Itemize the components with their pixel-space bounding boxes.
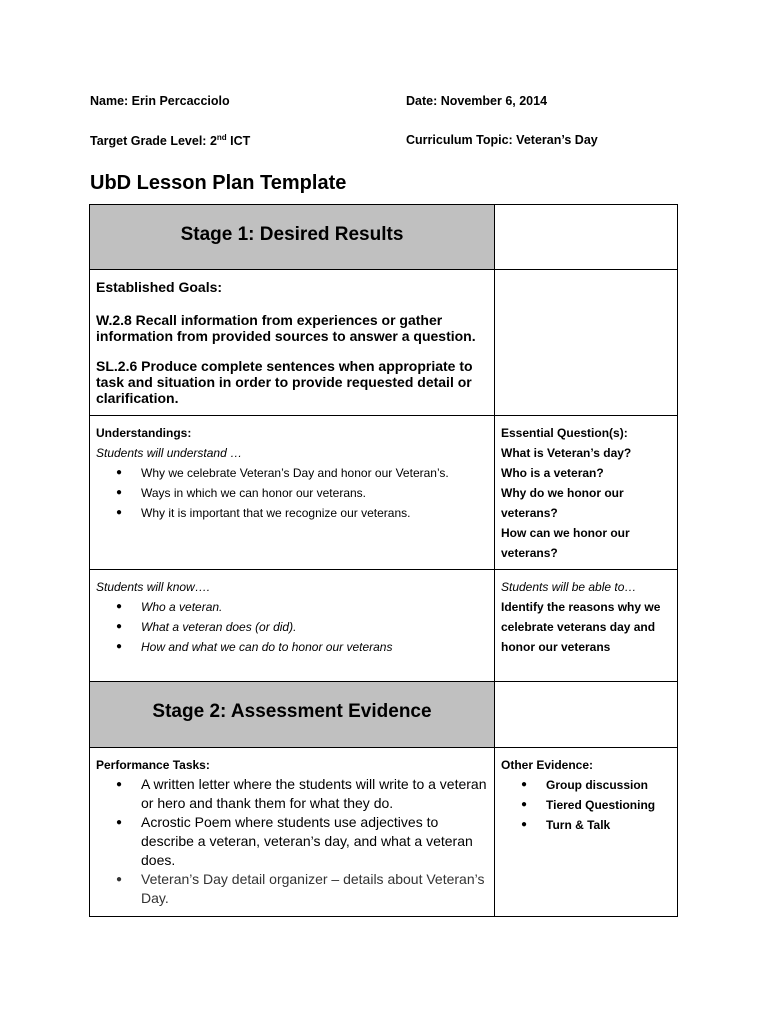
page-title: UbD Lesson Plan Template [90, 172, 347, 194]
list-item: ● Acrostic Poem where students use adjectives to describe a veteran, veteran’s day, and what a veteran does. [116, 813, 488, 870]
grade-level-sup: nd [216, 133, 227, 142]
perf-list [96, 775, 488, 908]
list-item: ● Why it is important that we recognize our veterans. [116, 503, 488, 523]
know-list [96, 597, 488, 657]
eq-heading: Essential Question(s): [501, 426, 628, 440]
able-text: Identify the reasons why we celebrate veterans day and honor our veterans [501, 600, 661, 654]
eq-item: Who is a veteran? [501, 466, 604, 480]
know-cell [90, 570, 495, 681]
grade-level-suffix: ICT [226, 134, 251, 149]
goals-empty-cell [495, 270, 677, 415]
goals-row [89, 269, 678, 416]
stage2-header-row [89, 681, 678, 748]
grade-level [90, 133, 250, 148]
know-intro: Students will know…. [96, 580, 211, 594]
list-item: ● Veteran’s Day detail organizer – details about Veteran’s Day. [116, 870, 488, 908]
stage2-title-cell [90, 682, 495, 747]
other-list [501, 775, 671, 835]
understandings-cell [90, 416, 495, 569]
goal-w28: W.2.8 Recall information from experiences or gather information from provided sources to answer a question. [96, 312, 476, 344]
list-item: ● Group discussion [521, 775, 671, 795]
list-item: ● Ways in which we can honor our veterans. [116, 483, 488, 503]
list-item: ● A written letter where the students will write to a veteran or hero and thank them for what they do. [116, 775, 488, 813]
able-intro: Students will be able to… [501, 580, 637, 594]
goal-sl26: SL.2.6 Produce complete sentences when appropriate to task and situation in order to provide requested detail or clarification. [96, 358, 473, 406]
list-item: ● Who a veteran. [116, 597, 488, 617]
goals-heading: Established Goals: [96, 279, 223, 295]
able-cell [495, 570, 677, 681]
lesson-date: Date: November 6, 2014 [406, 94, 548, 108]
list-item: ● How and what we can do to honor our veterans [116, 637, 488, 657]
student-name: Name: Erin Percacciolo [90, 94, 230, 108]
eq-item: Why do we honor our veterans? [501, 486, 624, 520]
stage1-title-cell [90, 205, 495, 269]
list-item: ● Turn & Talk [521, 815, 671, 835]
list-item: ● Why we celebrate Veteran’s Day and honor our Veteran’s. [116, 463, 488, 483]
stage2-title: Stage 2: Assessment Evidence [152, 701, 432, 722]
goals-cell [90, 270, 495, 415]
understandings-row [89, 415, 678, 570]
knowledge-row [89, 569, 678, 682]
other-heading: Other Evidence: [501, 758, 594, 772]
stage2-header-empty-cell [495, 682, 677, 747]
understandings-heading: Understandings: [96, 426, 192, 440]
performance-cell [90, 748, 495, 916]
stage1-header-row [89, 204, 678, 270]
eq-item: How can we honor our veterans? [501, 526, 630, 560]
curriculum-topic: Curriculum Topic: Veteran’s Day [406, 133, 598, 147]
stage1-title: Stage 1: Desired Results [180, 224, 404, 245]
perf-heading: Performance Tasks: [96, 758, 210, 772]
understand-intro: Students will understand … [96, 446, 243, 460]
list-item: ● Tiered Questioning [521, 795, 671, 815]
essential-questions-cell [495, 416, 677, 569]
list-item: ● What a veteran does (or did). [116, 617, 488, 637]
stage1-header-empty-cell [495, 205, 677, 269]
eq-item: What is Veteran’s day? [501, 446, 632, 460]
grade-level-prefix: Target Grade Level: 2 [90, 134, 217, 149]
understand-list [96, 463, 488, 523]
other-evidence-cell [495, 748, 677, 916]
evidence-row [89, 747, 678, 917]
